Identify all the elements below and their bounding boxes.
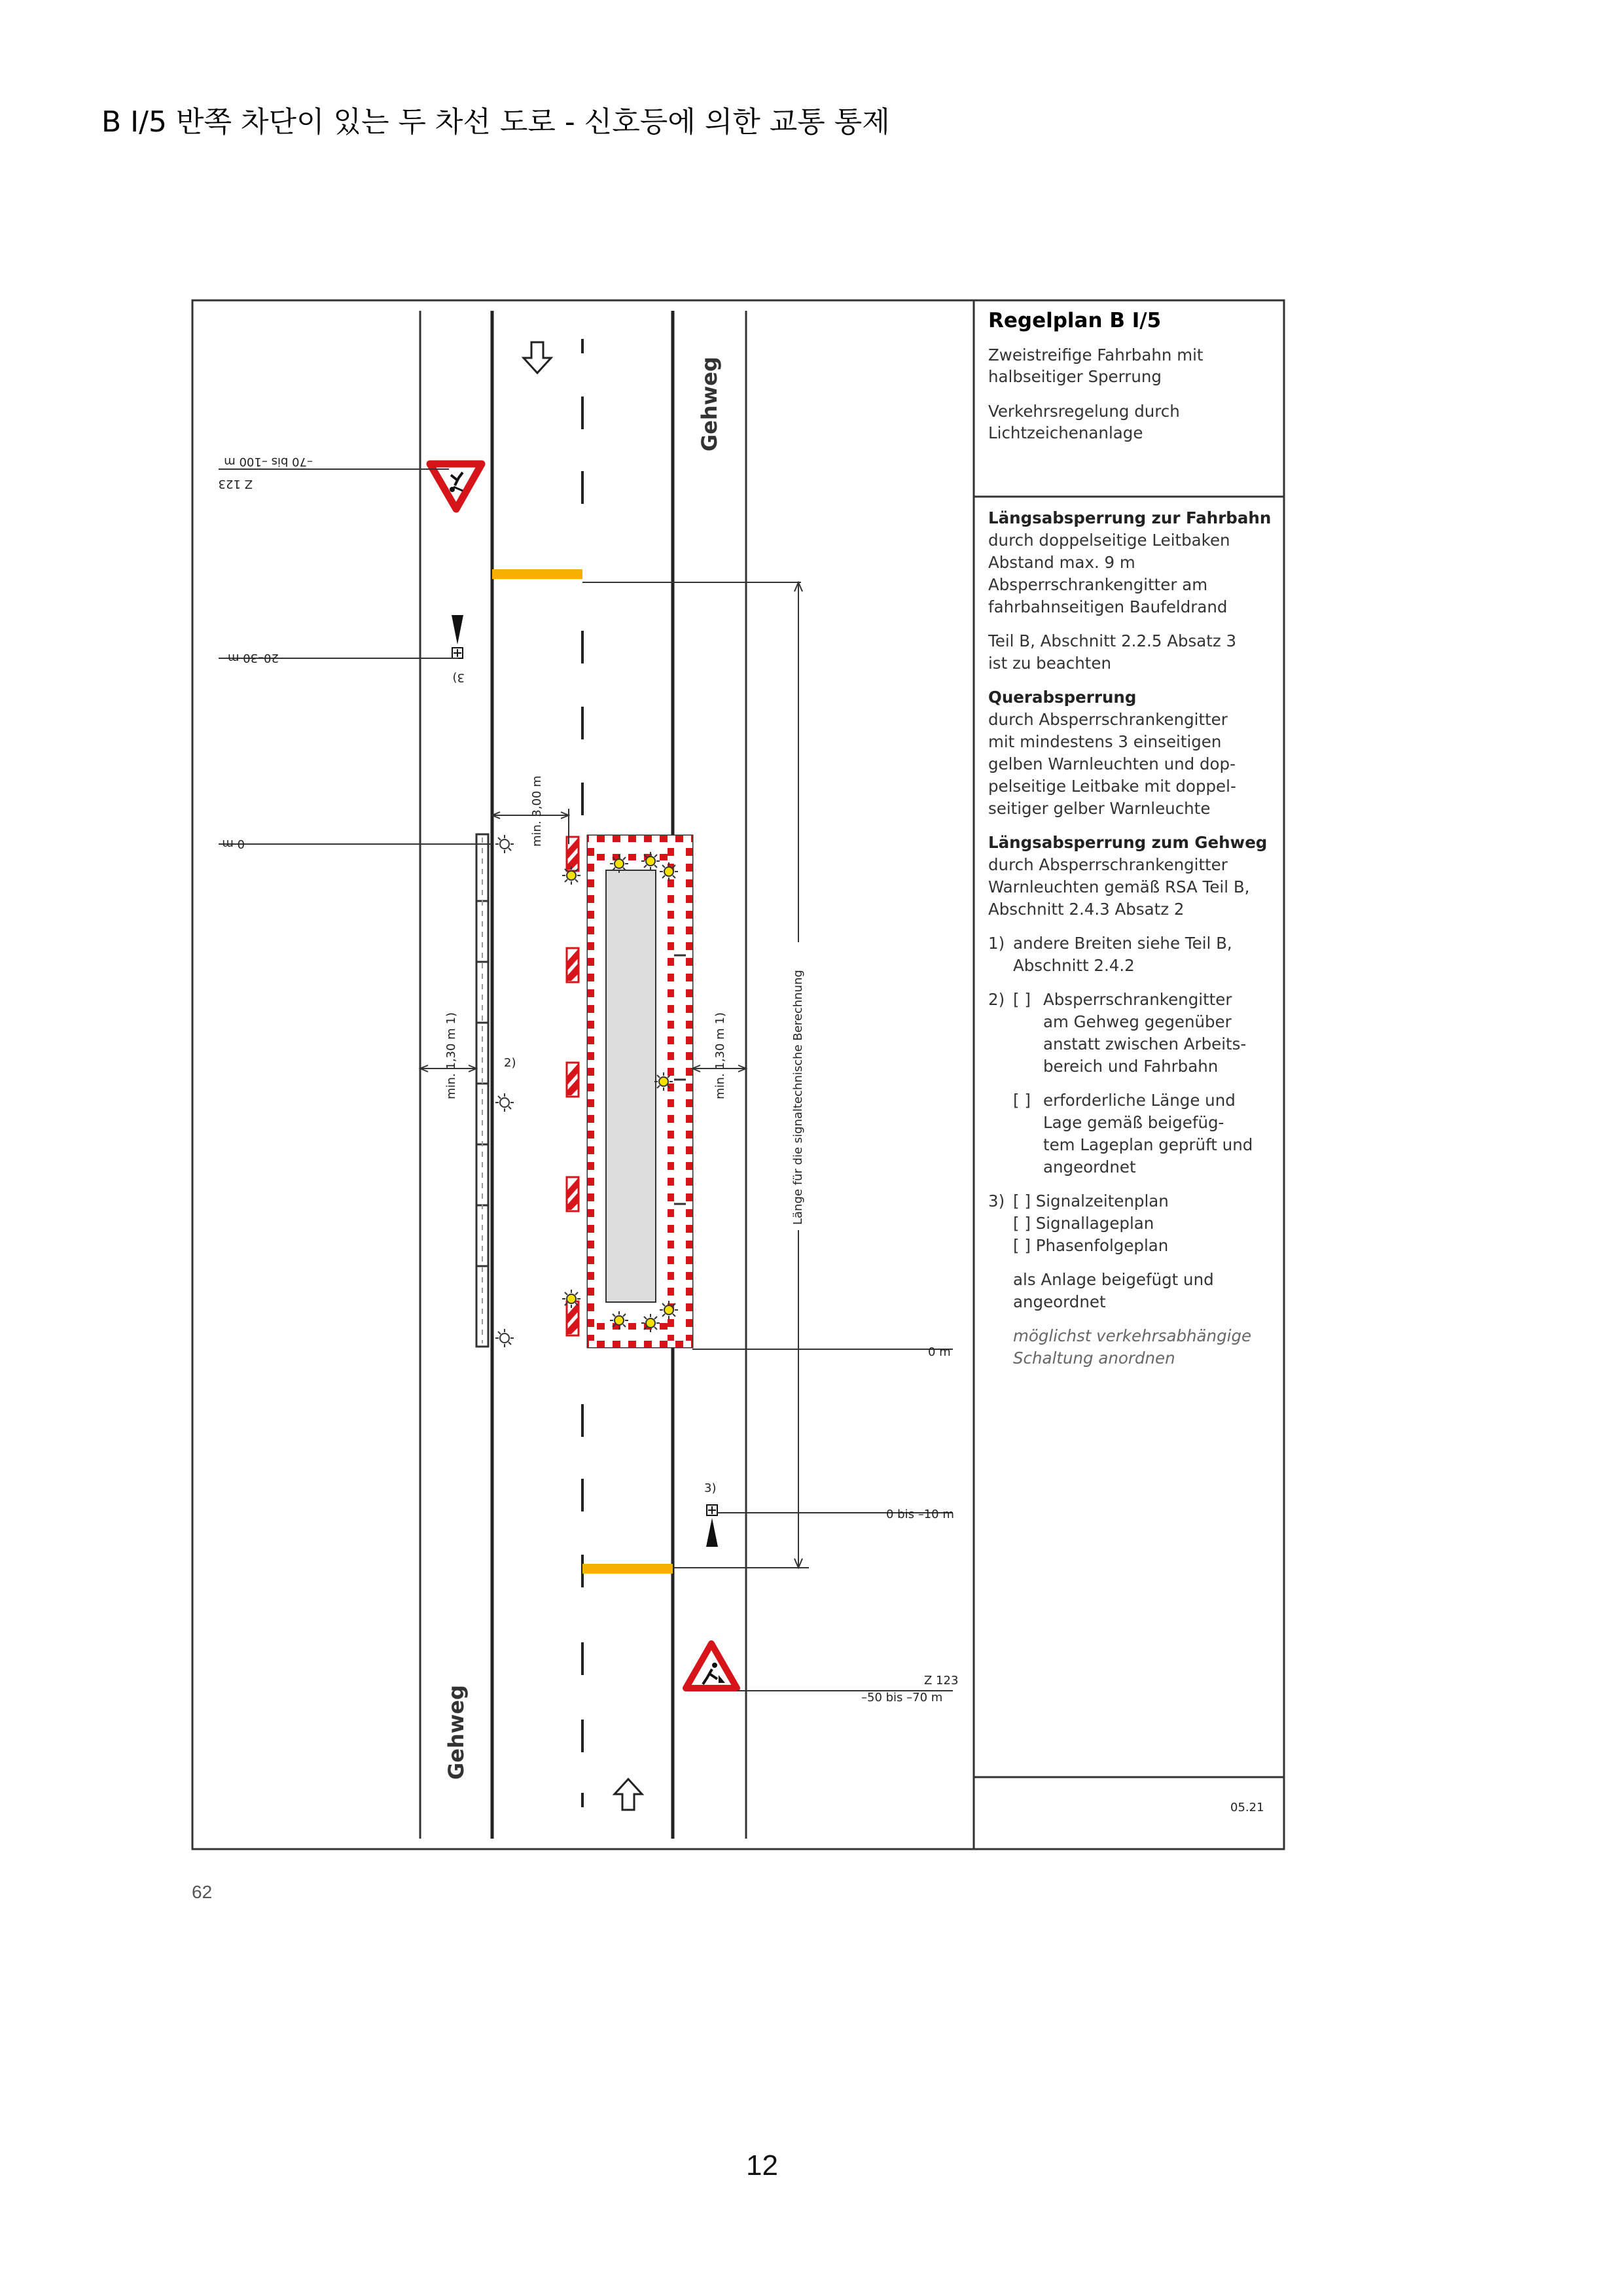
section3-line-1: durch Absperrschrankengitter (988, 855, 1228, 874)
plan-page-label: 62 (192, 1882, 213, 1902)
regelplan-panel (988, 309, 1271, 1814)
page-heading: B I/5 반쪽 차단이 있는 두 차선 도로 - 신호등에 의한 교통 통제 (101, 105, 890, 139)
panel-date: 05.21 (1230, 1801, 1264, 1814)
footnote-italic-1: möglichst verkehrsabhängige (1013, 1326, 1252, 1345)
footnote1-line-2: Abschnitt 2.4.2 (1013, 956, 1135, 975)
gehweg-left-label: Gehweg (444, 1685, 469, 1780)
right-label-signal-dist: 0 bis –10 m (886, 1508, 954, 1521)
footnote2a-line-1: Absperrschrankengitter (1043, 990, 1232, 1009)
lane-width-label: min. 3,00 m (530, 775, 544, 847)
footnote3-item-1: [ ] Signalzeitenplan (1013, 1192, 1169, 1210)
section1-line-3: Absperrschrankengitter am (988, 575, 1208, 594)
footnote-italic-2: Schaltung anordnen (1013, 1349, 1175, 1368)
page-number: 12 (746, 2149, 778, 2181)
footnote2-number: 2) (988, 990, 1005, 1009)
right-label-signal-ref: 3) (704, 1481, 717, 1495)
section1-note-2: ist zu beachten (988, 654, 1111, 673)
section1-heading: Längsabsperrung zur Fahrbahn (988, 508, 1272, 527)
footnote3-item-3: [ ] Phasenfolgeplan (1013, 1236, 1169, 1255)
footnote1-number: 1) (988, 934, 1005, 953)
footnote2b-checkbox: [ ] (1013, 1091, 1031, 1110)
panel-subtitle2-1: Verkehrsregelung durch (988, 402, 1180, 421)
ref-2-label: 2) (504, 1056, 516, 1070)
arrow-down-icon (524, 342, 551, 373)
footnote3-after-2: angeordnet (1013, 1292, 1106, 1311)
footnote2a-line-3: anstatt zwischen Arbeits- (1043, 1034, 1247, 1053)
section2-line-3: gelben Warnleuchten und dop- (988, 754, 1236, 773)
stop-line-bottom (582, 1564, 673, 1574)
footnote2b-line-2: Lage gemäß beigefüg- (1043, 1113, 1224, 1132)
left-label-top-dist: –70 bis –100 m (224, 455, 313, 468)
section1-line-1: durch doppelseitige Leitbaken (988, 531, 1230, 550)
work-area (562, 836, 692, 1347)
section1-line-2: Abstand max. 9 m (988, 553, 1135, 572)
section3-line-2: Warnleuchten gemäß RSA Teil B, (988, 877, 1250, 896)
footnote3-number: 3) (988, 1192, 1005, 1210)
footnote1-line-1: andere Breiten siehe Teil B, (1013, 934, 1232, 953)
section2-line-4: pelseitige Leitbake mit doppel- (988, 777, 1236, 796)
footnote3-after-1: als Anlage beigefügt und (1013, 1270, 1214, 1289)
arrow-up-icon (615, 1779, 642, 1810)
gehweg-right-label: Gehweg (697, 357, 722, 451)
section1-line-4: fahrbahnseitigen Baufeldrand (988, 597, 1228, 616)
section2-line-5: seitiger gelber Warnleuchte (988, 799, 1211, 818)
section2-line-2: mit mindestens 3 einseitigen (988, 732, 1222, 751)
length-dimension-label: Länge für die signaltechnische Berechnung (791, 970, 805, 1225)
panel-subtitle2-2: Lichtzeichenanlage (988, 423, 1143, 442)
z123-sign-top (430, 464, 482, 509)
stop-line-top (492, 569, 582, 579)
right-label-bottom-code: Z 123 (924, 1674, 959, 1687)
section3-heading: Längsabsperrung zum Gehweg (988, 833, 1268, 852)
z123-sign-bottom (686, 1644, 737, 1688)
right-label-zero: 0 m (928, 1345, 951, 1359)
sidewalk-barrier (476, 834, 514, 1347)
footnote2b-line-3: tem Lageplan geprüft und (1043, 1135, 1253, 1154)
traffic-signal-top (452, 615, 463, 658)
footnote2a-line-2: am Gehweg gegenüber (1043, 1012, 1232, 1031)
footnote3-item-2: [ ] Signallageplan (1013, 1214, 1154, 1233)
left-label-signal-ref: 3) (452, 671, 465, 684)
section1-note-1: Teil B, Abschnitt 2.2.5 Absatz 3 (988, 631, 1237, 650)
panel-subtitle-1: Zweistreifige Fahrbahn mit (988, 345, 1204, 364)
traffic-signal-bottom (706, 1505, 718, 1547)
panel-subtitle-2: halbseitiger Sperrung (988, 367, 1162, 386)
left-label-signal-dist: 20–30 m (227, 651, 279, 665)
walk-width-left-label: min. 1,30 m 1) (444, 1012, 458, 1099)
footnote2a-line-4: bereich und Fahrbahn (1043, 1057, 1219, 1076)
footnote2b-line-1: erforderliche Länge und (1043, 1091, 1236, 1110)
panel-title: Regelplan B I/5 (988, 309, 1162, 332)
right-label-bottom-dist: –50 bis –70 m (861, 1691, 943, 1704)
section2-line-1: durch Absperrschrankengitter (988, 710, 1228, 729)
left-label-top-code: Z 123 (218, 477, 253, 491)
left-label-zero: 0 m (222, 837, 245, 851)
walk-width-right-label: min. 1,30 m 1) (713, 1012, 727, 1099)
footnote2b-line-4: angeordnet (1043, 1157, 1136, 1176)
footnote2a-checkbox: [ ] (1013, 990, 1031, 1009)
section3-line-3: Abschnitt 2.4.3 Absatz 2 (988, 900, 1185, 919)
section2-heading: Querabsperrung (988, 688, 1137, 707)
